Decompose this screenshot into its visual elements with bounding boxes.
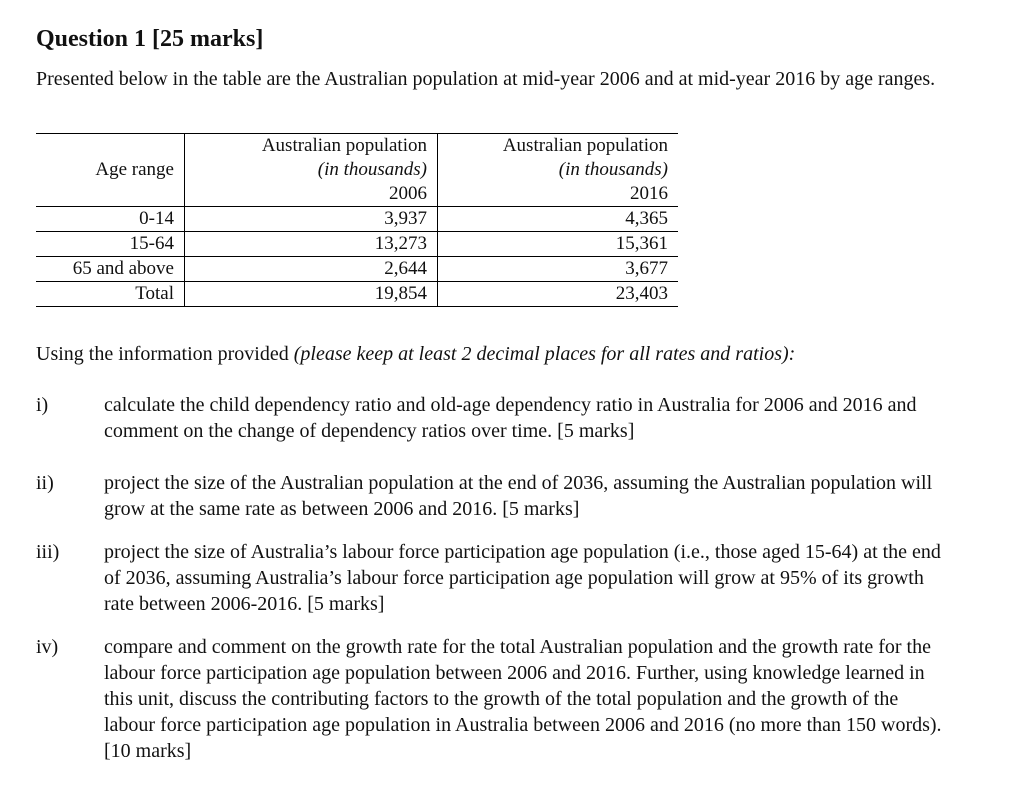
table-row: [36, 257, 678, 282]
row-age-label: Total: [36, 282, 185, 307]
question-text: calculate the child dependency ratio and old-age dependency ratio in Australia for 2006 and 2016 and comment on the change of dependency ratios over time. [5 marks]: [104, 394, 917, 442]
instruction-note: (please keep at least 2 decimal places for all rates and ratios):: [293, 343, 796, 365]
row-value-2006: 3,937: [185, 207, 438, 232]
header-2006-line2: (in thousands): [317, 159, 427, 180]
header-2006: [185, 134, 438, 207]
question-number: ii): [36, 472, 54, 494]
question-number: iv): [36, 636, 59, 658]
table-row-total: [36, 282, 678, 307]
question-title: Question 1 [25 marks]: [36, 26, 264, 52]
instruction-text: Using the information provided: [36, 343, 294, 365]
header-2006-line1: Australian population: [261, 135, 427, 156]
instruction-line: [36, 341, 795, 367]
question-number: i): [36, 394, 49, 416]
table-row: [36, 232, 678, 257]
question-text: project the size of Australia’s labour force participation age population (i.e., those aged 15-64) at the end of 2036, assuming Australia’s labour force participation age population will grow at 95% of its growth rate between 2006-2016. [5 marks]: [104, 541, 941, 615]
question-item: [36, 392, 976, 444]
row-age-label: 15-64: [36, 232, 185, 257]
table-row: [36, 207, 678, 232]
row-value-2006: 13,273: [185, 232, 438, 257]
question-text: project the size of the Australian population at the end of 2036, assuming the Australian population will grow at the same rate as between 2006 and 2016. [5 marks]: [104, 472, 933, 520]
header-2016-line1: Australian population: [502, 135, 668, 156]
header-2016-line2: (in thousands): [558, 159, 668, 180]
row-value-2016: 3,677: [438, 257, 679, 282]
header-2016: [438, 134, 679, 207]
row-value-2006: 2,644: [185, 257, 438, 282]
question-item: [36, 470, 976, 522]
row-age-label: 65 and above: [36, 257, 185, 282]
question-item: [36, 539, 976, 617]
row-age-label: 0-14: [36, 207, 185, 232]
header-2006-year: 2006: [389, 183, 427, 204]
header-age-range: [36, 134, 185, 207]
intro-paragraph: Presented below in the table are the Australian population at mid-year 2006 and at mid-year 2016 by age ranges.: [36, 68, 936, 90]
header-age-range-label: Age range: [95, 159, 174, 180]
header-2016-year: 2016: [630, 183, 668, 204]
row-value-2006: 19,854: [185, 282, 438, 307]
header-spacer: [36, 182, 174, 206]
question-text: compare and comment on the growth rate for the total Australian population and the growth rate for the labour force participation age population between 2006 and 2016. Further, using knowledge learned in this unit, discuss the contributing factors to the growth of the total population and the growth of the labour force participation age population in Australia between 2006 and 2016 (no more than 150 words). [10 marks]: [104, 636, 942, 762]
question-item: [36, 634, 976, 764]
row-value-2016: 4,365: [438, 207, 679, 232]
row-value-2016: 15,361: [438, 232, 679, 257]
table-header-row: [36, 134, 678, 207]
row-value-2016: 23,403: [438, 282, 679, 307]
population-table: [36, 133, 678, 307]
question-number: iii): [36, 541, 60, 563]
